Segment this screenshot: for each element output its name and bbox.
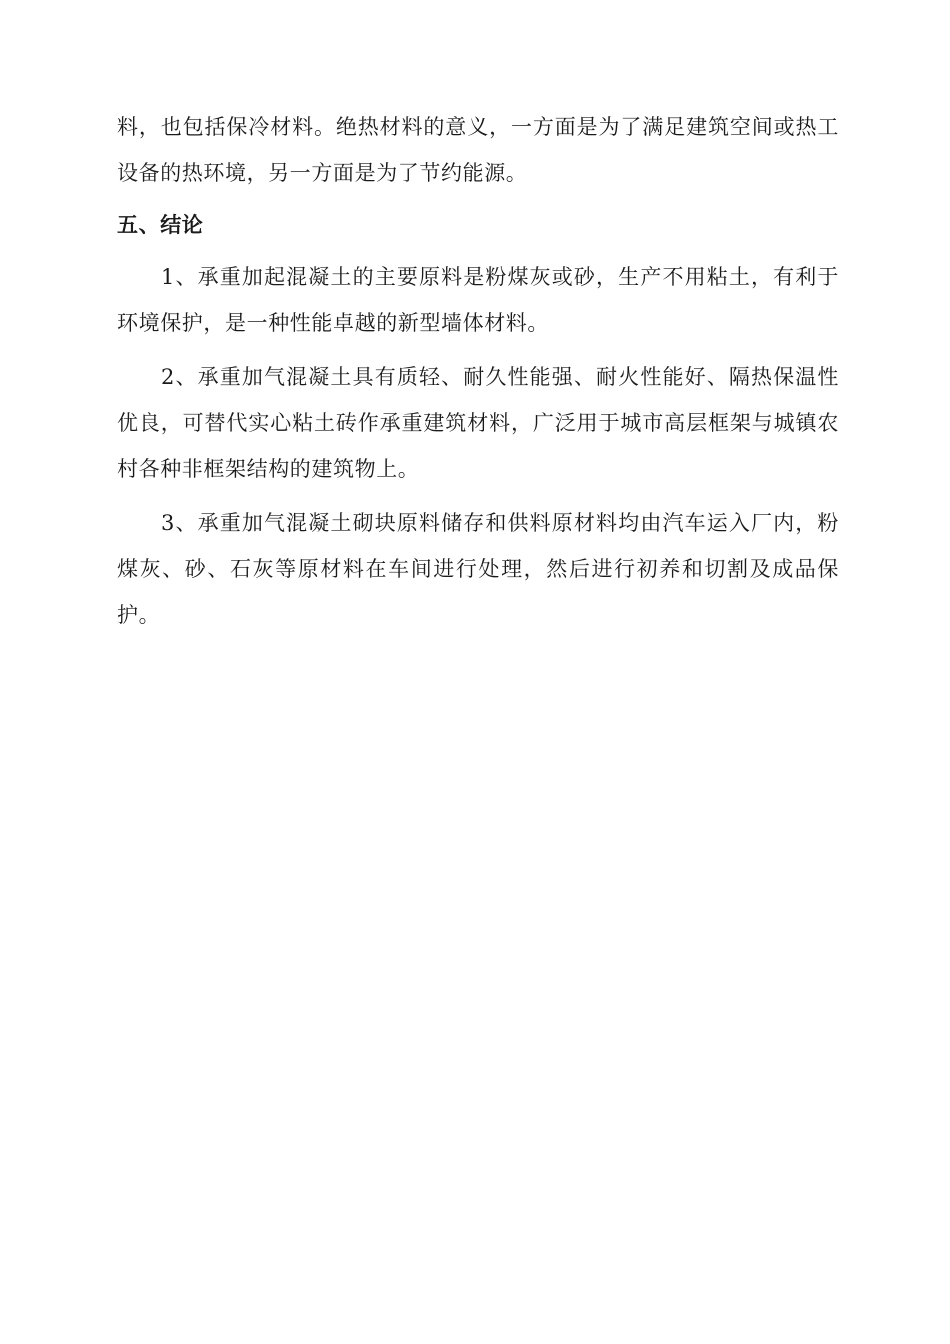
conclusion-item-3: 3、承重加气混凝土砌块原料储存和供料原材料均由汽车运入厂内，粉煤灰、砂、石灰等原材料在车间进行处理，然后进行初养和切割及成品保护。	[117, 511, 839, 627]
document-page	[117, 104, 839, 638]
section-heading-conclusion: 五、结论	[117, 213, 204, 237]
continuation-paragraph: 料，也包括保冷材料。绝热材料的意义，一方面是为了满足建筑空间或热工设备的热环境，另一方面是为了节约能源。	[117, 115, 839, 185]
conclusion-item-2: 2、承重加气混凝土具有质轻、耐久性能强、耐火性能好、隔热保温性优良，可替代实心粘土砖作承重建筑材料，广泛用于城市高层框架与城镇农村各种非框架结构的建筑物上。	[117, 365, 839, 481]
conclusion-item-1: 1、承重加起混凝土的主要原料是粉煤灰或砂，生产不用粘土，有利于环境保护，是一种性能卓越的新型墙体材料。	[117, 265, 839, 335]
